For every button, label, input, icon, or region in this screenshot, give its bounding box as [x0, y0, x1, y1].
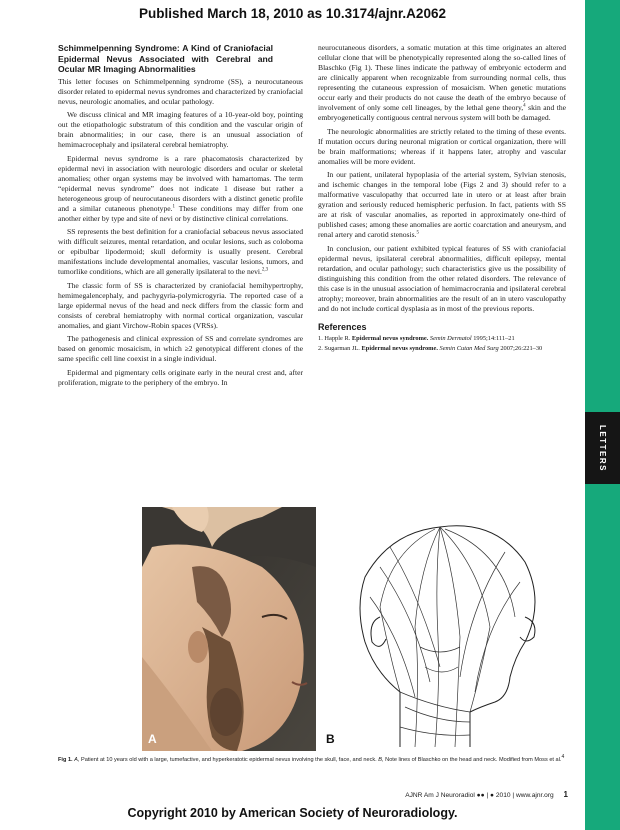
panel-a-label: A — [148, 732, 157, 746]
citation-sup[interactable]: 1 — [172, 203, 176, 209]
paragraph-text: In our patient, unilateral hypoplasia of the arterial system, Sylvian stenosis, and ischemic changes in the temporal lobe (Figs 2 and 3) should refer to a malformative vasculopathy that occurred late in utero or at least after brain gyration and seriously reduced hemispheric perfusion. In fact, patients with SS are at risk of vascular anomalies, as reported in approximately one-third of published cases; among these anomalies are aortic coarctation and aneurysm, and renal artery and carotid stenosis. — [318, 170, 566, 239]
paragraph: This letter focuses on Schimmelpenning syndrome (SS), a neurocutaneous disorder related to epidermal nevus syndromes and characterized by craniofacial nevus, neurologic anomalies, and ocular pathology. — [58, 76, 303, 106]
footer-dots: ●● — [476, 792, 485, 799]
reference-authors: Happle R. — [324, 334, 352, 342]
paragraph-text: neurocutaneous disorders, a somatic mutation at this time originates an altered cellular clone that will be phenotypically represented along the so-called lines of Blaschko (Fig 1). These lines indicate the pathway of embryonic ectoderm and are clinically apparent when recognizable from surrounding normal cells, thus representing the cutaneous expression of mosaicism. When genetic mutations occur early and their products do not cause the death of the embryo because of involvement of only some cell lineages, by the lethal gene theory, — [318, 43, 566, 112]
reference-journal: Semin Dermatol — [428, 334, 472, 342]
footer-year: 2010 — [495, 792, 511, 799]
paragraph — [58, 227, 303, 277]
figure-caption — [58, 754, 568, 764]
reference-title: Epidermal nevus syndrome. — [351, 334, 429, 342]
caption-b-text: Note lines of Blaschko on the head and neck. Modified from Moss et al. — [383, 757, 562, 763]
footer-separator: | — [512, 792, 515, 799]
figure-panel-a-photo[interactable] — [142, 507, 316, 751]
figure-1 — [142, 507, 572, 751]
paragraph — [318, 170, 566, 240]
paragraph: We discuss clinical and MR imaging features of a 10-year-old boy, pointing out the etiopathologic substratum of this condition and the vascular origin of brain abnormalities; in our case, there is an unusual association of hemimacrocephaly and ipsilateral cerebral hemiatrophy. — [58, 110, 303, 149]
letters-section-tab[interactable] — [585, 412, 620, 484]
footer-journal: AJNR Am J Neuroradiol — [405, 792, 475, 799]
citation-sup[interactable]: 4 — [523, 103, 526, 109]
caption-a-text: Patient at 10 years old with a large, tumefactive, and hyperkeratotic epidermal nevus involving the skull, face, and neck. — [79, 757, 377, 763]
reference-number: 2. — [318, 344, 323, 352]
patient-photo-illustration — [142, 507, 316, 751]
copyright-notice: Copyright 2010 by American Society of Neuroradiology. — [127, 806, 458, 820]
blaschko-lines-drawing — [320, 507, 572, 751]
reference-journal: Semin Cutan Med Surg — [437, 344, 499, 352]
paragraph: The pathogenesis and clinical expression of SS and correlate syndromes are based on genomic mosaicism, in which ≥2 genotypical different clones of the same specific cell line coexist in a single individual. — [58, 334, 303, 363]
footer-separator: | — [486, 792, 489, 799]
caption-label: Fig 1. — [58, 757, 73, 763]
reference-details: 1995;14:111–21 — [471, 334, 515, 342]
paragraph: Epidermal nevus syndrome is a rare phacomatosis characterized by epidermal nevi in association with neurologic disorders and ocular or skeletal anomalies; other organ systems may be involved with hamartomas. The term “epidermal nevus syndrome” does not indicate 1 disease but rather a heterogeneous group of neurocutaneous disorders with a distinct genetic profile and a similar cutaneous phenotype.$^1$ These conditions may differ from one another either by type and site of nevi or by distinctive clinical correlations. — [58, 153, 303, 223]
caption-a-label: A, — [74, 757, 80, 763]
page-number: 1 — [563, 790, 568, 799]
paragraph — [318, 43, 566, 123]
reference-title: Epidermal nevus syndrome. — [361, 344, 438, 352]
figure-panel-b-drawing[interactable] — [320, 507, 572, 751]
caption-b-label: B, — [378, 757, 384, 763]
reference-list — [318, 335, 566, 354]
references-heading: References — [318, 321, 367, 332]
paragraph-text: skin and the embryogenetically contiguous central nervous system will both be damaged. — [318, 103, 566, 122]
paragraph-text: SS represents the best definition for a craniofacial sebaceus nevus associated with difficult seizures, mental retardation, and ocular lesions, such as coloboma or epibulbar lipodermoid; skull deformity is usually present. Cerebral manifestations include developmental anomalies, vascular lesions, tumors, and tumorlike conditions, which are all generally ipsilateral to the nevi. — [58, 227, 303, 276]
panel-b-label: B — [326, 732, 335, 746]
paragraph: In conclusion, our patient exhibited typical features of SS with craniofacial epidermal nevus, ipsilateral cerebral abnormalities, difficult epilepsy, mental retardation, and ocular pathology; such characteristics give us the possibility of distinguishing this condition from the other related disorders. The relevance of this case is in the unusual association of hemimacrocrania and ipsilateral cerebral atrophy; moreover, brain abnormalities are the result of an in utero vasculopathy and do not include cortical dysplasia as in most of the previous reports. — [318, 243, 566, 313]
footer-dot: ● — [490, 792, 495, 799]
right-column — [318, 43, 566, 355]
reference-item[interactable] — [318, 345, 566, 353]
reference-details: 2007;26:221–30 — [498, 344, 543, 352]
footer-url[interactable]: www.ajnr.org — [515, 792, 554, 799]
article-title: Schimmelpenning Syndrome: A Kind of Craniofacial Epidermal Nevus Associated with Cerebral and Ocular MR Imaging Abnormalities — [58, 43, 273, 74]
citation-sup[interactable]: 2,3 — [261, 267, 269, 273]
paragraph-text: Epidermal nevus syndrome is a rare phacomatosis characterized by epidermal nevi in association with neurologic disorders and ocular or skeletal anomalies; other organ systems may be involved with hamartomas. The term “epidermal nevus syndrome” does not indicate 1 disease but rather a heterogeneous group of neurocutaneous disorders with a distinct genetic profile and a similar cutaneous phenotype. — [58, 153, 303, 213]
paragraph: The neurologic abnormalities are strictly related to the timing of these events. If mutation occurs during neuronal migration or cortical organization, there will be brain malformations; whereas if it happens later, atrophy and vascular anomalies will be more evident. — [318, 126, 566, 166]
page-footer — [405, 790, 568, 799]
reference-number: 1. — [318, 334, 323, 342]
published-banner: Published March 18, 2010 as 10.3174/ajnr.A2062 — [139, 6, 446, 21]
citation-sup[interactable]: 5 — [416, 230, 419, 236]
letters-tab-label: LETTERS — [598, 424, 608, 472]
paragraph: The classic form of SS is characterized by craniofacial hemihypertrophy, hemimegalencephaly, and pachygyria-polymicrogyria. The reported case of a large epidermal nevus of the head and neck differs from the classic form and consists of cerebral hemiatrophy with normal cortical organization, vascular anomalies, and giant Virchow-Robin spaces (VRSs). — [58, 280, 303, 330]
citation-sup[interactable]: 4 — [561, 754, 565, 761]
paragraph: Epidermal and pigmentary cells originate early in the neural crest and, after proliferation, migrate to the periphery of the embryo. In — [58, 367, 303, 387]
left-column — [58, 43, 303, 391]
reference-item[interactable] — [318, 335, 566, 343]
reference-authors: Sugarman JL. — [324, 344, 362, 352]
